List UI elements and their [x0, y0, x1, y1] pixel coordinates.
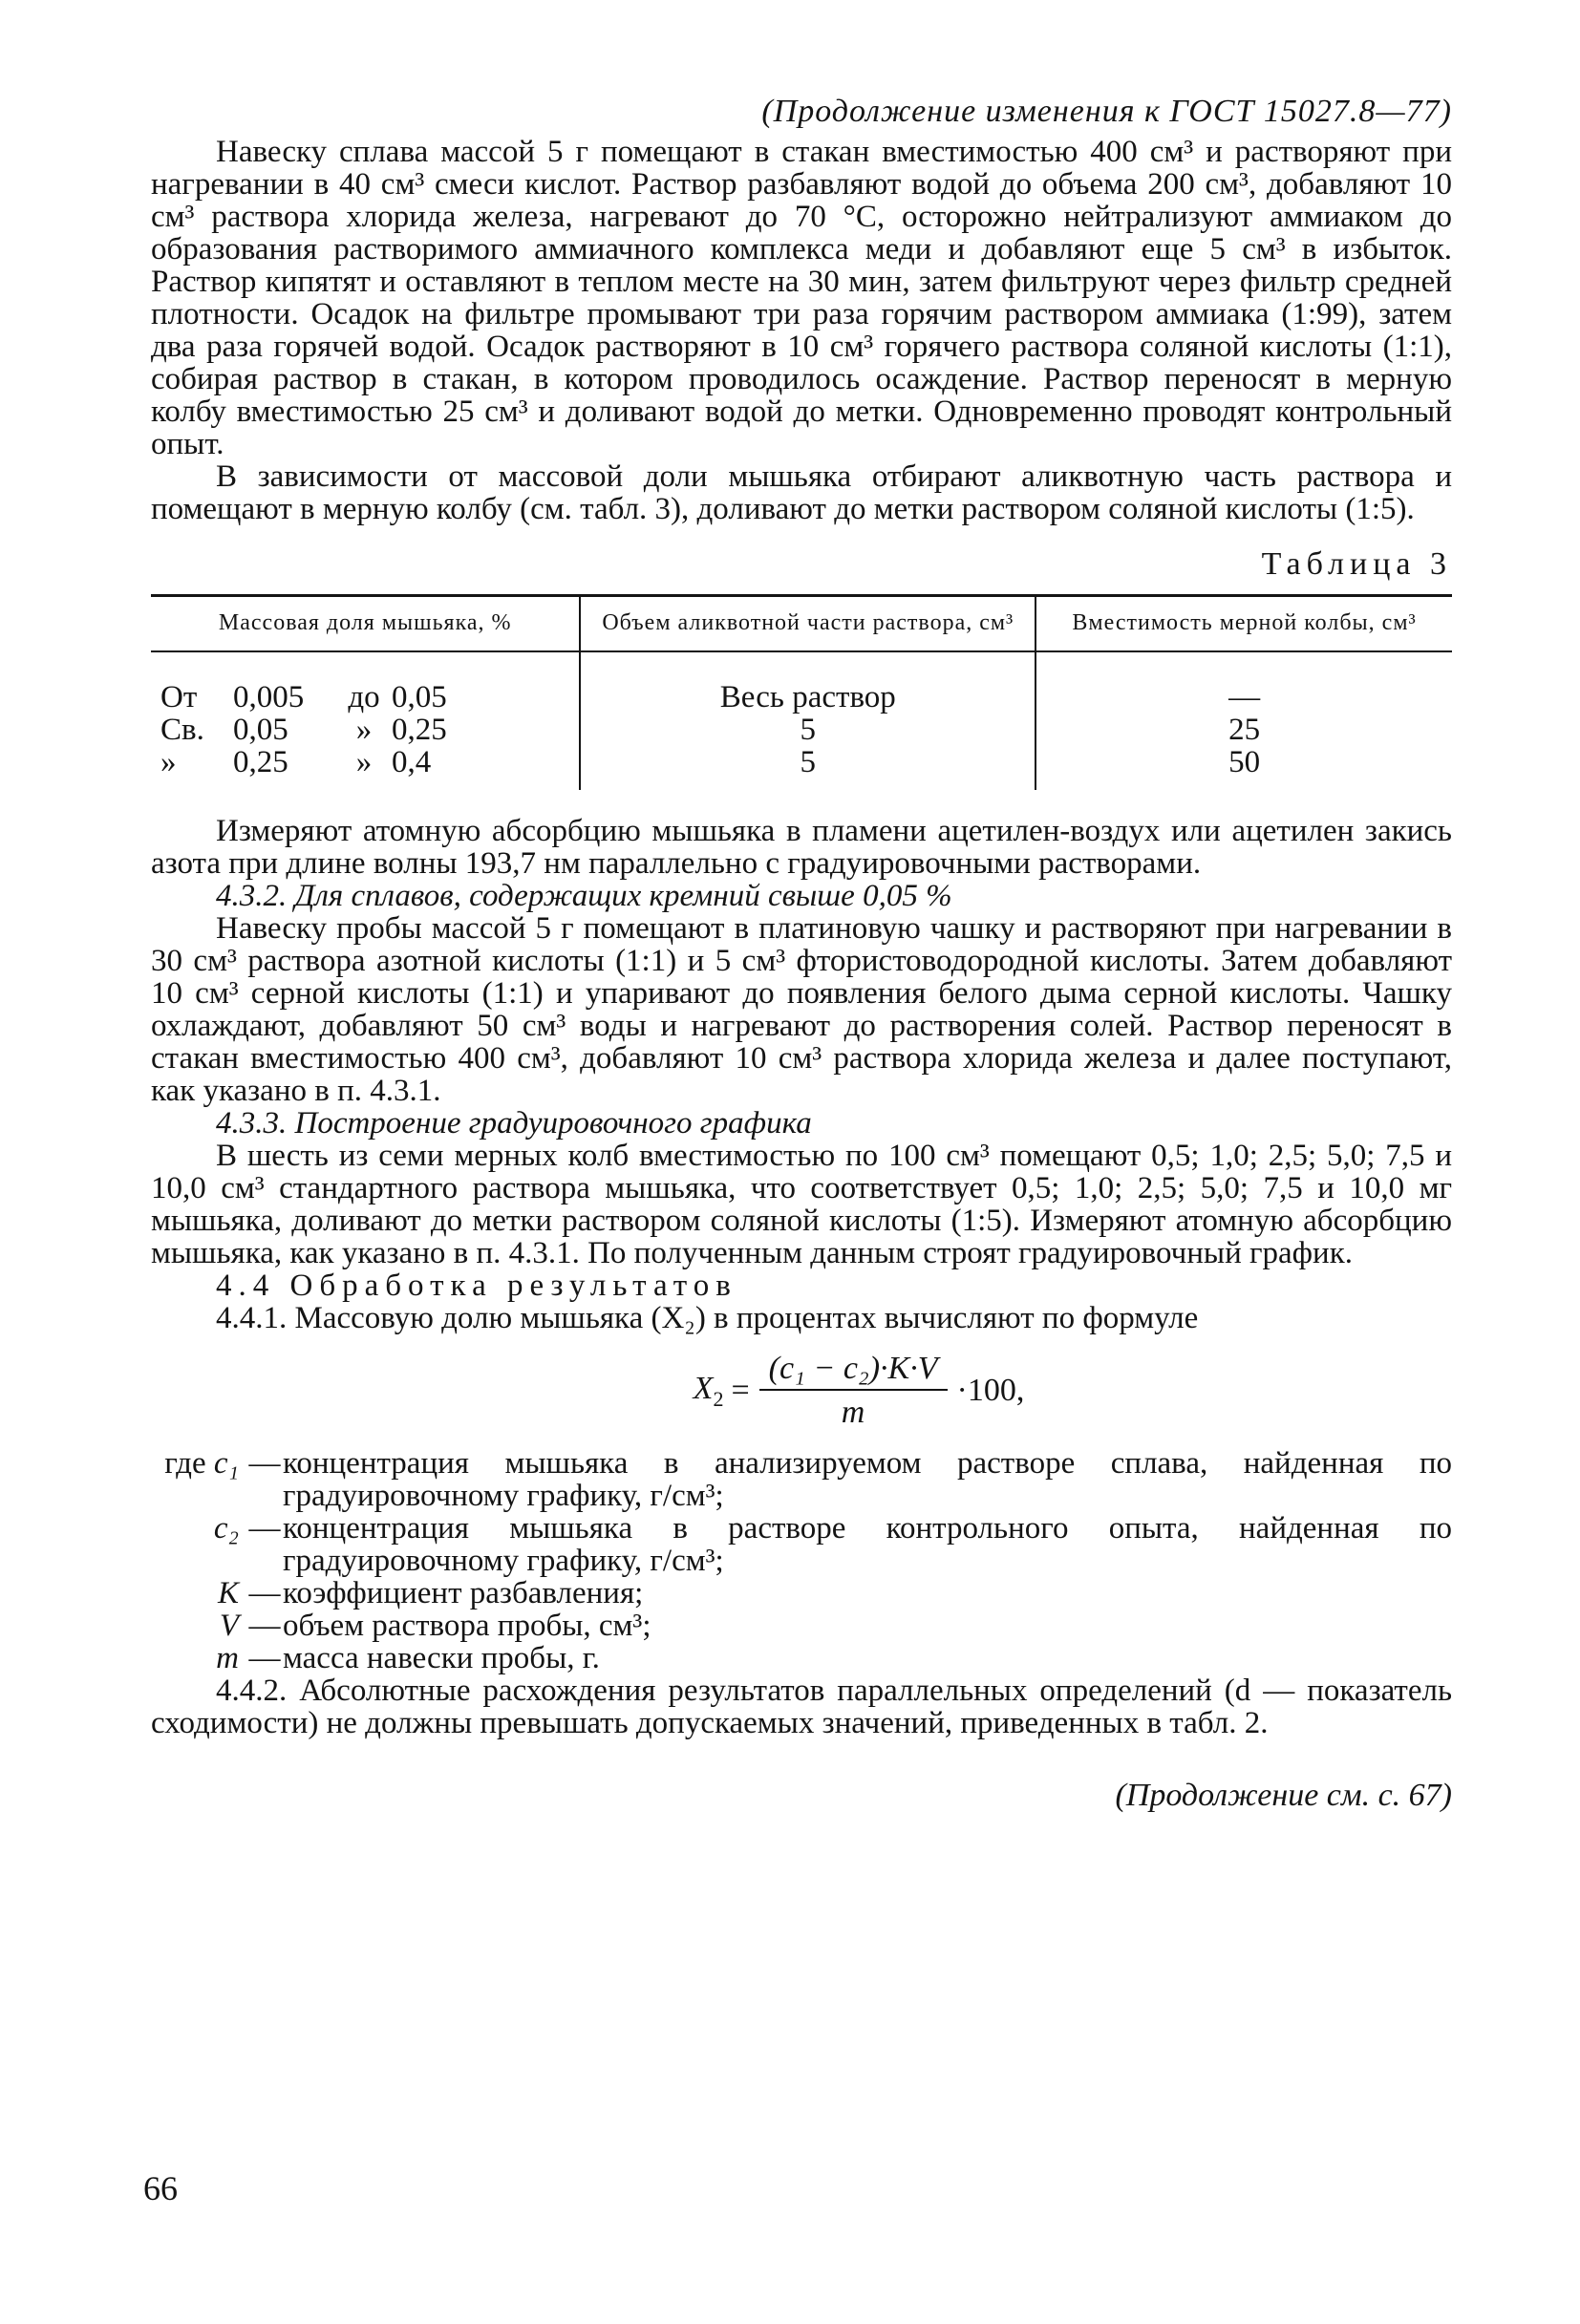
continuation-header: (Продолжение изменения к ГОСТ 15027.8—77)	[761, 94, 1452, 129]
formula-denominator: m	[841, 1395, 865, 1430]
paragraph-absorption-measurement: Измеряют атомную абсорбцию мышьяка в пламени ацетилен-воздух или ацетилен закись азота при длине волны 193,7 нм параллельно с градуировочными растворами.	[151, 814, 1452, 881]
table-title: Таблица 3	[1261, 546, 1452, 582]
aliquot-table	[151, 594, 1452, 790]
definition-symbol: K	[217, 1576, 239, 1610]
paragraph-4-4-2: 4.4.2. Абсолютные расхождения результатов параллельных определений (d — показатель сходимости) не должны превышать допускаемых значений, приведенных в табл. 2.	[151, 1674, 1452, 1740]
definition-text: концентрация мышьяка в растворе контрольного опыта, найденная по градуировочному графику, г/см³;	[283, 1511, 1452, 1578]
page-number: 66	[143, 2169, 178, 2207]
section-4-3-2-heading: 4.3.2. Для сплавов, содержащих кремний свыше 0,05 %	[216, 879, 952, 913]
table-cell-flask: 25	[1036, 714, 1452, 746]
formula-multiplier: ·100,	[956, 1373, 1025, 1408]
paragraph-calibration: В шесть из семи мерных колб вместимостью по 100 см³ помещают 0,5; 1,0; 2,5; 5,0; 7,5 и 10,0 см³ стандартного раствора мышьяка, что соответствует 0,5; 1,0; 2,5; 5,0; 7,5 и 10,0 мг мышьяка, доливают до метки раствором соляной кислоты (1:5). Измеряют атомную абсорбцию мышьяка, как указано в п. 4.3.1. По полученным данным строят градуировочный график.	[151, 1139, 1452, 1270]
table-cell-flask: —	[1036, 651, 1452, 714]
table-row	[151, 714, 1452, 746]
paragraph-aliquot: В зависимости от массовой доли мышьяка отбирают аликвотную часть раствора и помещают в мерную колбу (см. табл. 3), доливают до метки раствором соляной кислоты (1:5).	[151, 459, 1452, 526]
definition-text: масса навески пробы, г.	[283, 1641, 600, 1675]
table-cell-range: Св. 0,05 » 0,25	[160, 713, 447, 747]
definition-symbol: c₂	[213, 1511, 239, 1546]
paragraph-silicon-alloys: Навеску пробы массой 5 г помещают в платиновую чашку и растворяют при нагревании в 30 см³ раствора азотной кислоты (1:1) и 5 см³ фтористоводородной кислоты. Затем добавляют 10 см³ серной кислоты (1:1) и упаривают до появления белого дыма серной кислоты. Чашку охлаждают, добавляют 50 см³ воды и нагревают до растворения солей. Раствор переносят в стакан вместимостью 400 см³, добавляют 10 см³ раствора хлорида железа и далее поступают, как указано в п. 4.3.1.	[151, 911, 1452, 1108]
table-cell-aliquot: Весь раствор	[580, 651, 1036, 714]
table-cell-range: От 0,005 до 0,05	[160, 680, 447, 714]
definition-symbol: V	[219, 1609, 239, 1643]
definition-text: концентрация мышьяка в анализируемом растворе сплава, найденная по градуировочному графику, г/см³;	[283, 1446, 1452, 1513]
table-cell-flask: 50	[1036, 746, 1452, 790]
formula-fraction	[759, 1351, 948, 1431]
table-header-mass-fraction: Массовая доля мышьяка, %	[151, 596, 580, 652]
section-4-3-3-heading: 4.3.3. Построение градуировочного графика	[216, 1106, 812, 1141]
table-row	[151, 746, 1452, 790]
definition-text: коэффициент разбавления;	[283, 1576, 644, 1610]
paragraph-sample-dissolution: Навеску сплава массой 5 г помещают в стакан вместимостью 400 см³ и растворяют при нагревании в 40 см³ смеси кислот. Раствор разбавляют водой до объема 200 см³, добавляют 10 см³ раствора хлорида железа, нагревают до 70 °С, осторожно нейтрализуют аммиаком до образования растворимого аммиачного комплекса меди и добавляют еще 5 см³ в избыток. Раствор кипятят и оставляют в теплом месте на 30 мин, затем фильтруют через фильтр средней плотности. Осадок на фильтре промывают три раза горячим раствором аммиака (1:99), затем два раза горячей водой. Осадок растворяют в 10 см³ горячего раствора соляной кислоты (1:1), собирая раствор в стакан, в котором проводилось осаждение. Раствор переносят в мерную колбу вместимостью 25 см³ и доливают водой до метки. Одновременно проводят контрольный опыт.	[151, 135, 1452, 461]
table-header-aliquot-volume: Объем аликвотной части раствора, см³	[580, 596, 1036, 652]
formula-lhs: $X_2$	[693, 1370, 724, 1411]
continuation-footer: (Продолжение см. с. 67)	[1115, 1778, 1452, 1813]
section-4-4-heading: 4.4 Обработка результатов	[216, 1269, 737, 1303]
document-page	[151, 94, 1452, 1814]
formula-numerator: (c₁ − c₂)·K·V	[759, 1351, 948, 1391]
table-cell-aliquot: 5	[580, 746, 1036, 790]
definition-text: объем раствора пробы, см³;	[283, 1609, 651, 1643]
table-cell-range: » 0,25 » 0,4	[160, 745, 432, 779]
definitions-list: где c₁ — концентрация мышьяка в анализируемом растворе сплава, найденная по градуировочному графику, г/см³; c₂ — концентрация мышьяка в растворе контрольного опыта, найденная по градуировочному графику, г/см³; K — коэффициент разбавления; V — объем раствора пробы, см³; m — масса навески пробы, г.	[151, 1447, 1452, 1674]
table-header-flask-capacity: Вместимость мерной колбы, см³	[1036, 596, 1452, 652]
definition-symbol: m	[216, 1641, 239, 1675]
paragraph-4-4-1: 4.4.1. Массовую долю мышьяка (X₂) в процентах вычисляют по формуле	[216, 1301, 1199, 1335]
formula-equals: =	[731, 1373, 750, 1408]
table-row	[151, 651, 1452, 714]
table-cell-aliquot: 5	[580, 714, 1036, 746]
definition-symbol: где c₁	[164, 1446, 239, 1481]
formula	[266, 1338, 1452, 1443]
